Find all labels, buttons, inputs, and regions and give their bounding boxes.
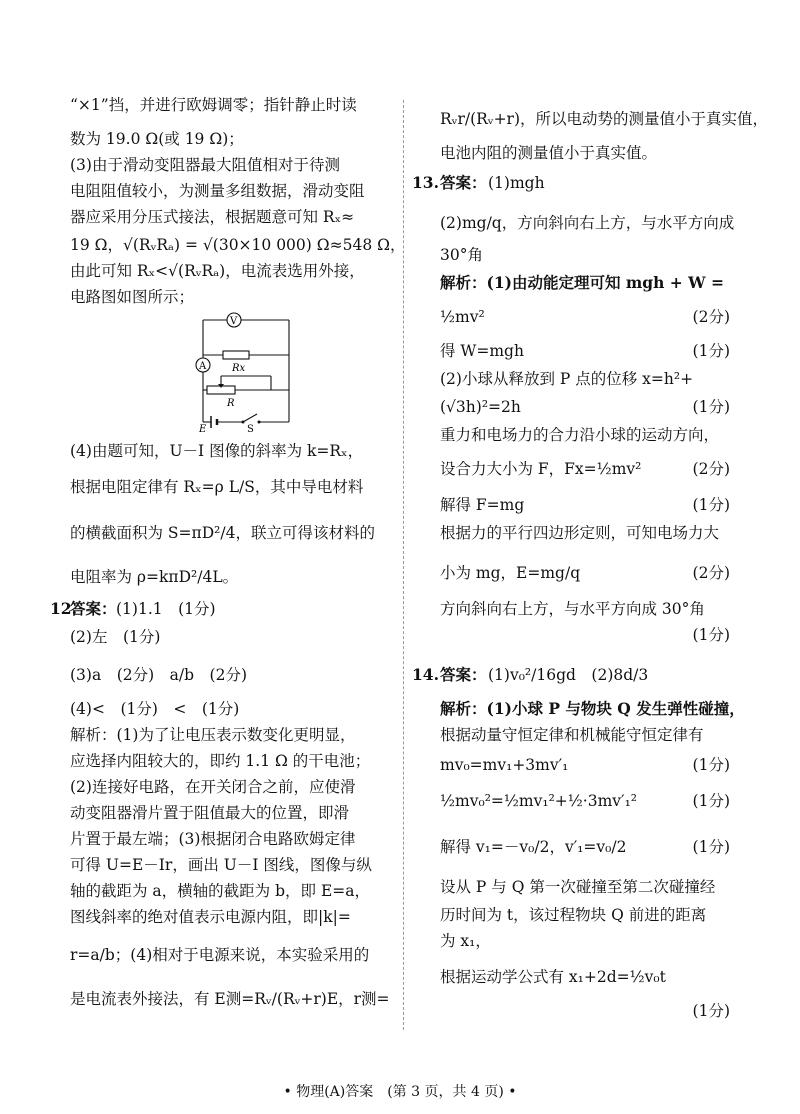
score: (1分) (692, 792, 730, 810)
question-number: 13. (412, 173, 439, 192)
text-line: 根据电阻定律有 Rₓ=ρ L/S，其中导电材料 (70, 478, 364, 496)
analysis-line: 历时间为 t，该过程物块 Q 前进的距离 (440, 906, 707, 924)
answer-line: 30°角 (440, 246, 483, 264)
answer-line: (3)a (2分) a/b (2分) (70, 666, 247, 684)
analysis-line: ½mv₀²=½mv₁²+½·3mv′₁² (440, 792, 637, 810)
analysis-line: 解得 v₁=－v₀/2，v′₁=v₀/2 (440, 838, 627, 856)
circuit-diagram (185, 310, 305, 432)
answer-line: (1)mgh (488, 174, 545, 192)
analysis-line: (√3h)²=2h (440, 398, 521, 416)
score: (2分) (692, 460, 730, 478)
answer-label: 答案： (440, 665, 487, 684)
analysis-line: r=a/b；(4)相对于电源来说，本实验采用的 (70, 946, 370, 964)
score: (1分) (692, 756, 730, 774)
answer-line: (1)v₀²/16gd (2)8d/3 (488, 666, 649, 684)
circuit-label: R (227, 398, 235, 409)
circuit-label: V (230, 316, 238, 327)
analysis-line: 动变阻器滑片置于阻值最大的位置，即滑 (70, 804, 350, 822)
analysis-line: (2)连接好电路，在开关闭合之前，应使滑 (70, 778, 356, 796)
analysis-line: 根据运动学公式有 x₁+2d=½v₀t (440, 968, 666, 986)
analysis-line: mv₀=mv₁+3mv′₁ (440, 756, 569, 774)
answer-line: (2)mg/q，方向斜向右上方，与水平方向成 (440, 214, 735, 232)
score: (1分) (692, 496, 730, 514)
analysis-line: 应选择内阻较大的，即约 1.1 Ω 的干电池； (70, 752, 371, 770)
text-line: 器应采用分压式接法，根据题意可知 Rₓ≈ (70, 208, 355, 226)
score: (1分) (692, 626, 730, 644)
analysis-line: (2)小球从释放到 P 点的位移 x=h²+ (440, 370, 694, 388)
analysis-line: 轴的截距为 a，横轴的截距为 b，即 E=a， (70, 882, 370, 900)
resistor-rx (223, 351, 249, 359)
text-line: 电路图如图所示； (70, 288, 195, 306)
circuit-label: A (199, 361, 207, 372)
answer-label: 答案： (440, 173, 487, 192)
answer-line: (2)左 (1分) (70, 628, 161, 646)
analysis-line: 设从 P 与 Q 第一次碰撞至第二次碰撞经 (440, 878, 716, 896)
analysis-line: 重力和电场力的合力沿小球的运动方向， (440, 426, 720, 444)
circuit-label: E (199, 424, 207, 432)
text-line: Rᵥr/(Rᵥ+r)，所以电动势的测量值小于真实值， (440, 110, 769, 128)
score: (2分) (692, 308, 730, 326)
analysis-line: 根据力的平行四边形定则，可知电场力大 (440, 524, 720, 542)
analysis-line: 小为 mg，E=mg/q (440, 564, 581, 582)
analysis-line: 图线斜率的绝对值表示电源内阻，即|k|= (70, 908, 351, 926)
text-line: 19 Ω，√(RᵥRₐ) = √(30×10 000) Ω≈548 Ω， (70, 236, 406, 254)
analysis-line: 解析：(1)为了让电压表示数变化更明显， (70, 726, 356, 744)
answer-line: (4)< (1分) < (1分) (70, 700, 240, 718)
circuit-label: Rx (232, 363, 246, 374)
analysis-line: 根据动量守恒定律和机械能守恒定律有 (440, 726, 704, 744)
analysis-line: 方向斜向右上方，与水平方向成 30°角 (440, 600, 705, 618)
text-line: (4)由题可知，U－I 图像的斜率为 k=Rₓ， (70, 442, 364, 460)
analysis-line: 解析：(1)由动能定理可知 mgh + W = (440, 273, 724, 292)
score: (1分) (692, 1002, 730, 1020)
analysis-line: 为 x₁， (440, 932, 491, 950)
text-line: 电阻阻值较小，为测量多组数据，滑动变阻 (70, 182, 365, 200)
question-number: 12. (50, 599, 77, 618)
analysis-line: 解得 F=mg (440, 496, 525, 514)
text-line: (3)由于滑动变阻器最大阻值相对于待测 (70, 156, 340, 174)
analysis-line: 设合力大小为 F，Fx=½mv² (440, 460, 642, 478)
score: (1分) (692, 398, 730, 416)
circuit-label: S (247, 424, 254, 432)
text-line: 电池内阻的测量值小于真实值。 (440, 144, 658, 162)
score: (1分) (692, 838, 730, 856)
analysis-line: ½mv² (440, 308, 485, 326)
analysis-line: 可得 U=E－Ir，画出 U－I 图线，图像与纵 (70, 856, 372, 874)
score: (1分) (692, 342, 730, 360)
text-line: 电阻率为 ρ=kπD²/4L。 (70, 568, 239, 586)
text-line: 的横截面积为 S=πD²/4，联立可得该材料的 (70, 524, 375, 542)
analysis-line: 得 W=mgh (440, 342, 524, 360)
page-footer: • 物理(A)答案 (第 3 页，共 4 页) • (283, 1084, 517, 1100)
answer-label: 答案： (70, 599, 117, 618)
text-line: 由此可知 Rₓ<√(RᵥRₐ)，电流表选用外接， (70, 262, 365, 280)
text-line: “×1”挡，并进行欧姆调零；指针静止时读 (70, 96, 357, 114)
analysis-line: 片置于最左端；(3)根据闭合电路欧姆定律 (70, 830, 356, 848)
analysis-line: 是电流表外接法，有 E测=Rᵥ/(Rᵥ+r)E，r测= (70, 990, 390, 1008)
analysis-line: 解析：(1)小球 P 与物块 Q 发生弹性碰撞， (440, 699, 745, 718)
question-number: 14. (412, 665, 439, 684)
answer-line: (1)1.1 (1分) (116, 600, 216, 618)
score: (2分) (692, 564, 730, 582)
text-line: 数为 19.0 Ω(或 19 Ω)； (70, 130, 244, 148)
